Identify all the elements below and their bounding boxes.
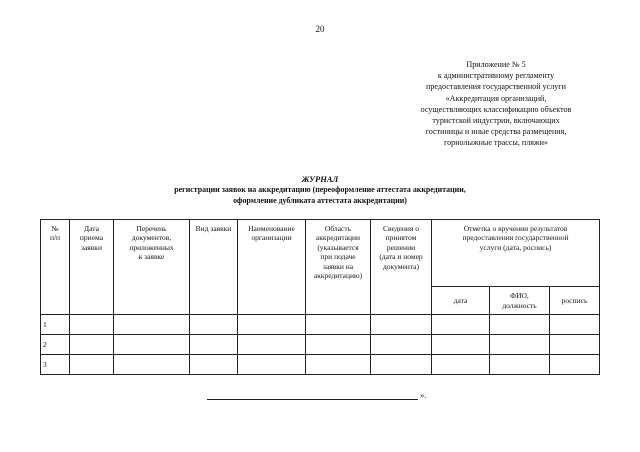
table-cell — [114, 315, 190, 335]
closing-quote: ». — [420, 390, 427, 400]
table-cell — [238, 335, 306, 355]
header-mark-sign: роспись — [550, 287, 600, 315]
header-mark: Отметка о вручении результатов предоставления государственной услуги (дата, роспись) — [432, 220, 600, 287]
table-row — [41, 315, 600, 335]
table-cell — [490, 355, 550, 375]
header-docs: Перечень документов, приложенных к заявке — [114, 220, 190, 315]
appendix-line: горнолыжные трассы, пляжи» — [444, 138, 548, 148]
table-cell — [432, 335, 490, 355]
table-cell — [371, 335, 432, 355]
journal-heading — [0, 174, 640, 206]
table-cell — [490, 335, 550, 355]
appendix-line: осуществляющих классификацию объектов — [420, 104, 572, 114]
table-cell — [306, 315, 371, 335]
table-cell — [238, 315, 306, 335]
journal-subtitle-line: оформление дубликата аттестата аккредитации) — [233, 195, 407, 205]
header-scope: Область аккредитации (указывается при подаче заявки на аккредитацию) — [306, 220, 371, 315]
header-date: Дата приема заявки — [70, 220, 114, 315]
header-mark-fio: ФИО, должность — [490, 287, 550, 315]
table-row — [41, 335, 600, 355]
table-cell — [550, 335, 600, 355]
table-cell — [432, 355, 490, 375]
journal-subtitle-line: регистрации заявок на аккредитацию (переоформление аттестата аккредитации, — [174, 185, 466, 194]
table-cell — [70, 355, 114, 375]
table-cell — [190, 355, 238, 375]
signature-line — [207, 399, 418, 400]
table-cell — [190, 315, 238, 335]
table-cell — [70, 315, 114, 335]
appendix-block — [396, 59, 596, 149]
journal-table — [40, 219, 600, 375]
table-cell — [432, 315, 490, 335]
table-row — [41, 355, 600, 375]
table-cell — [70, 335, 114, 355]
header-mark-date: дата — [432, 287, 490, 315]
appendix-line: туристской индустрии, включающих — [432, 116, 560, 126]
table-cell — [371, 315, 432, 335]
header-decision: Сведения о принятом решении (дата и номер документа) — [371, 220, 432, 315]
row-number: 3 — [41, 355, 70, 375]
page-number: 20 — [315, 24, 325, 34]
table-cell — [190, 335, 238, 355]
appendix-line: предоставления государственной услуги — [426, 82, 566, 92]
row-number: 2 — [41, 335, 70, 355]
appendix-line: гостиницы и иные средства размещения, — [425, 127, 567, 137]
journal-title: ЖУРНАЛ — [301, 174, 339, 184]
appendix-line: Приложение № 5 — [466, 60, 526, 69]
table-cell — [306, 355, 371, 375]
table-cell — [114, 335, 190, 355]
appendix-line: «Аккредитация организаций, — [445, 93, 547, 103]
table-cell — [306, 335, 371, 355]
header-type: Вид заявки — [190, 220, 238, 315]
header-num: № п/п — [41, 220, 70, 315]
table-cell — [114, 355, 190, 375]
appendix-line: к административному регламенту — [437, 71, 555, 81]
row-number: 1 — [41, 315, 70, 335]
table-cell — [490, 315, 550, 335]
table-cell — [550, 355, 600, 375]
header-org: Наименование организации — [238, 220, 306, 315]
table-cell — [371, 355, 432, 375]
table-cell — [238, 355, 306, 375]
table-cell — [550, 315, 600, 335]
